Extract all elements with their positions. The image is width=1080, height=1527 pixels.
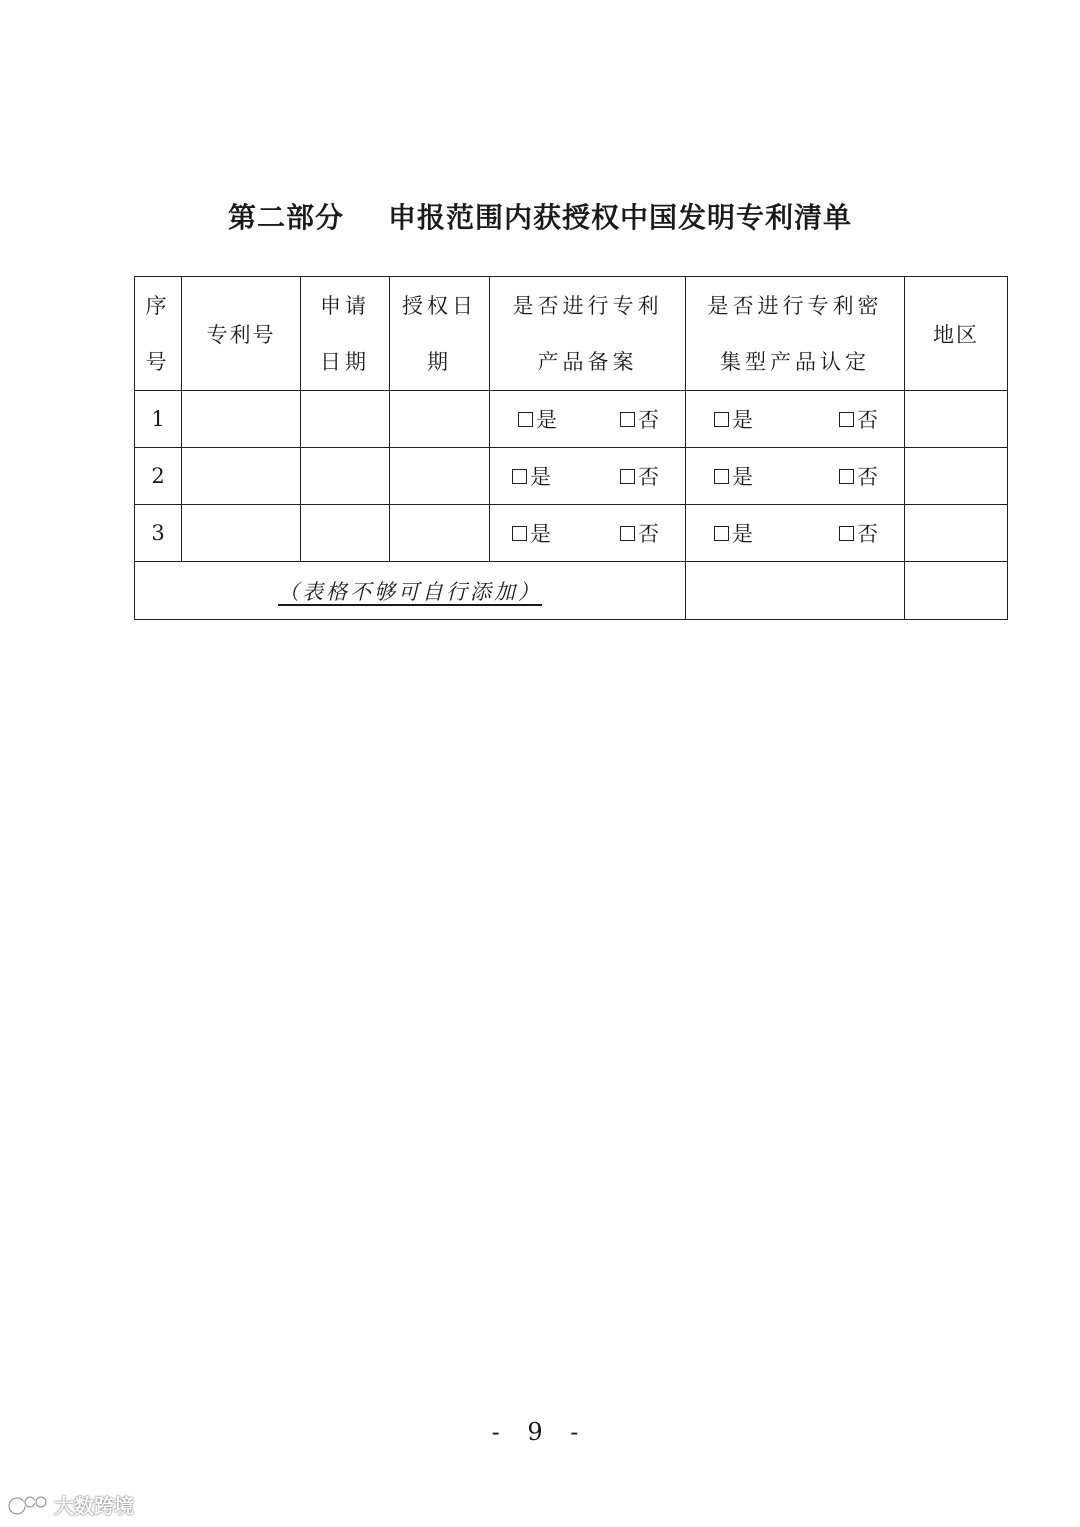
footer-note: （表格不够可自行添加） <box>278 579 542 604</box>
checkbox-icon <box>512 469 527 484</box>
seq-cell: 1 <box>135 391 182 448</box>
watermark-text: 大数跨境 <box>54 1494 134 1518</box>
grant-date-cell[interactable] <box>390 505 490 562</box>
table-row <box>135 391 1008 448</box>
dense-yes-checkbox[interactable]: 是 <box>714 461 753 491</box>
header-grant-date: 授权日 期 <box>390 277 490 391</box>
filing-choice-cell <box>490 448 686 505</box>
checkbox-icon <box>620 526 635 541</box>
apply-date-cell[interactable] <box>301 505 390 562</box>
page-number: - 9 - <box>491 1418 589 1446</box>
dense-yes-checkbox[interactable]: 是 <box>714 518 753 548</box>
filing-choice-cell <box>490 505 686 562</box>
filing-no-checkbox[interactable]: 否 <box>620 461 659 491</box>
region-cell[interactable] <box>905 391 1008 448</box>
grant-date-cell[interactable] <box>390 448 490 505</box>
seq-cell: 2 <box>135 448 182 505</box>
checkbox-icon <box>714 412 729 427</box>
filing-no-checkbox[interactable]: 否 <box>620 404 659 434</box>
table-row <box>135 448 1008 505</box>
dense-no-checkbox[interactable]: 否 <box>839 518 878 548</box>
dense-choice-cell <box>686 505 905 562</box>
watermark-logo-icon <box>8 1493 50 1517</box>
header-product-filing: 是否进行专利 产品备案 <box>490 277 686 391</box>
filing-choice-cell <box>490 391 686 448</box>
checkbox-icon <box>839 412 854 427</box>
patent-no-cell[interactable] <box>182 448 301 505</box>
header-dense-product: 是否进行专利密 集型产品认定 <box>686 277 905 391</box>
grant-date-cell[interactable] <box>390 391 490 448</box>
table-footer-row <box>135 562 1008 620</box>
filing-no-checkbox[interactable]: 否 <box>620 518 659 548</box>
patent-no-cell[interactable] <box>182 505 301 562</box>
footer-note-cell <box>135 562 686 620</box>
watermark <box>8 1490 134 1519</box>
seq-cell: 3 <box>135 505 182 562</box>
apply-date-cell[interactable] <box>301 448 390 505</box>
dense-choice-cell <box>686 448 905 505</box>
dense-no-checkbox[interactable]: 否 <box>839 461 878 491</box>
apply-date-cell[interactable] <box>301 391 390 448</box>
checkbox-icon <box>518 412 533 427</box>
checkbox-icon <box>620 469 635 484</box>
checkbox-icon <box>714 469 729 484</box>
filing-yes-checkbox[interactable]: 是 <box>512 461 551 491</box>
header-apply-date: 申请 日期 <box>301 277 390 391</box>
filing-yes-checkbox[interactable]: 是 <box>512 518 551 548</box>
table-row <box>135 505 1008 562</box>
footer-empty-cell <box>686 562 905 620</box>
dense-choice-cell <box>686 391 905 448</box>
title-text: 申报范围内获授权中国发明专利清单 <box>388 201 853 234</box>
title-part: 第二部分 <box>227 201 344 234</box>
footer-empty-cell <box>905 562 1008 620</box>
region-cell[interactable] <box>905 448 1008 505</box>
dense-yes-checkbox[interactable]: 是 <box>714 404 753 434</box>
dense-no-checkbox[interactable]: 否 <box>839 404 878 434</box>
header-seq: 序 号 <box>135 277 182 391</box>
table-header-row <box>135 277 1008 391</box>
patent-no-cell[interactable] <box>182 391 301 448</box>
checkbox-icon <box>839 526 854 541</box>
checkbox-icon <box>620 412 635 427</box>
header-region: 地区 <box>905 277 1008 391</box>
header-patent-no: 专利号 <box>182 277 301 391</box>
filing-yes-checkbox[interactable]: 是 <box>518 404 557 434</box>
checkbox-icon <box>512 526 527 541</box>
region-cell[interactable] <box>905 505 1008 562</box>
page-title <box>0 196 1080 236</box>
checkbox-icon <box>714 526 729 541</box>
checkbox-icon <box>839 469 854 484</box>
patent-list-table <box>134 276 1008 620</box>
